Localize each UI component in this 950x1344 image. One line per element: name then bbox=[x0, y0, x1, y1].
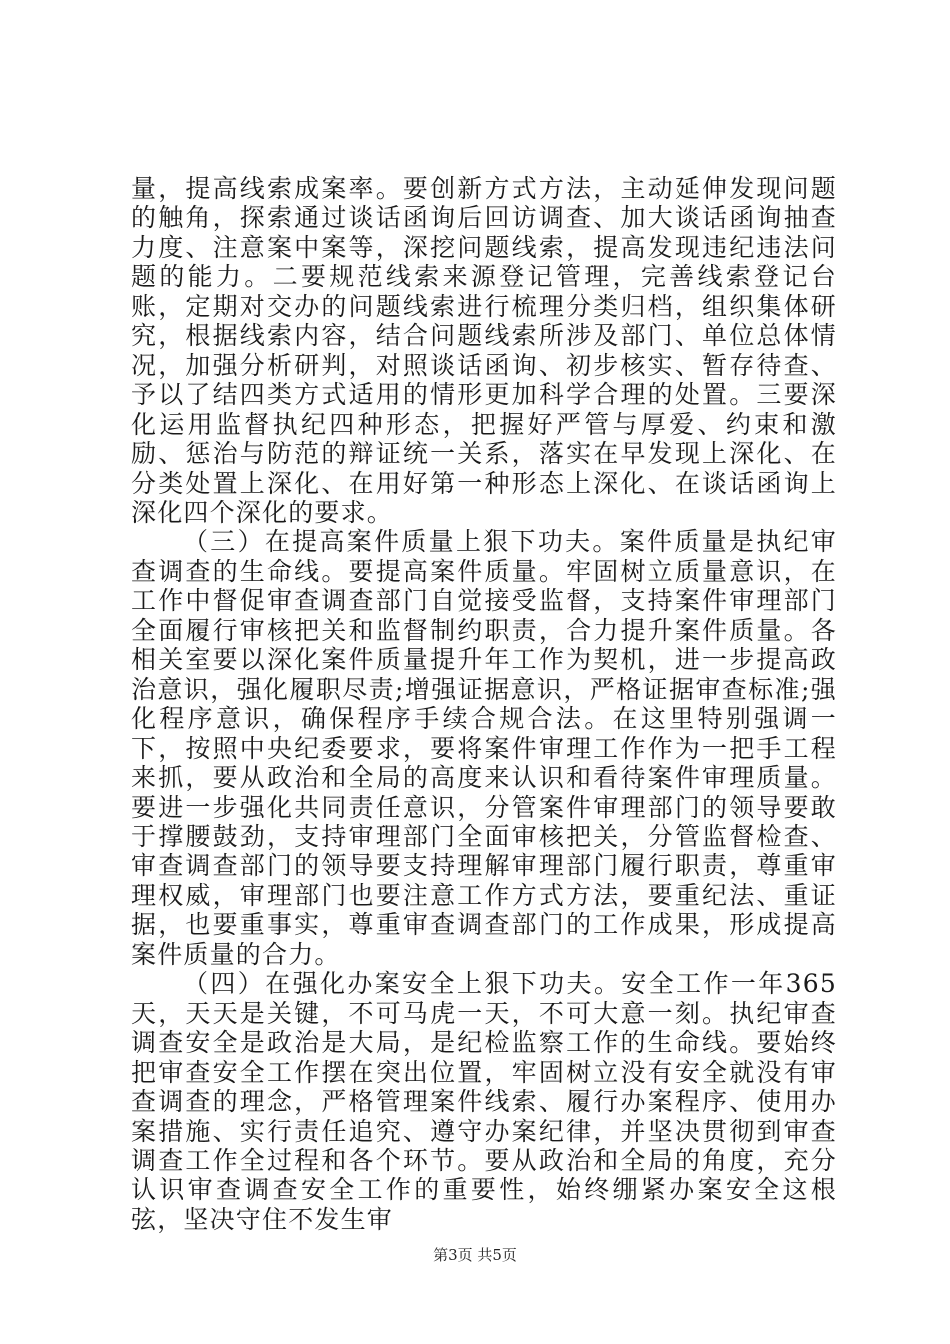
paragraph-3: （四）在强化办案安全上狠下功夫。安全工作一年365天，天天是关键，不可马虎一天，不可大意一刻。执纪审查调查安全是政治是大局，是纪检监察工作的生命线。要始终把审查安全工作摆在突出位置，牢固树立没有安全就没有审查调查的理念，严格管理案件线索、履行办案程序、使用办案措施、实行责任追究、遵守办案纪律，并坚决贯彻到审查调查工作全过程和各个环节。要从政治和全局的角度，充分认识审查调查安全工作的重要性，始终绷紧办案安全这根弦，坚决守住不发生审 bbox=[131, 969, 837, 1234]
document-body bbox=[131, 174, 837, 1234]
paragraph-1: 量，提高线索成案率。要创新方式方法，主动延伸发现问题的触角，探索通过谈话函询后回访调查、加大谈话函询抽查力度、注意案中案等，深挖问题线索，提高发现违纪违法问题的能力。二要规范线索来源登记管理，完善线索登记台账，定期对交办的问题线索进行梳理分类归档，组织集体研究，根据线索内容，结合问题线索所涉及部门、单位总体情况，加强分析研判，对照谈话函询、初步核实、暂存待查、予以了结四类方式适用的情形更加科学合理的处置。三要深化运用监督执纪四种形态，把握好严管与厚爱、约束和激励、惩治与防范的辩证统一关系，落实在早发现上深化、在分类处置上深化、在用好第一种形态上深化、在谈话函询上深化四个深化的要求。 bbox=[131, 174, 837, 527]
page-footer: 第3页 共5页 bbox=[433, 1246, 517, 1264]
paragraph-2: （三）在提高案件质量上狠下功夫。案件质量是执纪审查调查的生命线。要提高案件质量。牢固树立质量意识，在工作中督促审查调查部门自觉接受监督，支持案件审理部门全面履行审核把关和监督制约职责，合力提升案件质量。各相关室要以深化案件质量提升年工作为契机，进一步提高政治意识，强化履职尽责;增强证据意识，严格证据审查标准;强化程序意识，确保程序手续合规合法。在这里特别强调一下，按照中央纪委要求，要将案件审理工作作为一把手工程来抓，要从政治和全局的高度来认识和看待案件审理质量。要进一步强化共同责任意识，分管案件审理部门的领导要敢于撑腰鼓劲，支持审理部门全面审核把关，分管监督检查、审查调查部门的领导要支持理解审理部门履行职责，尊重审理权威，审理部门也要注意工作方式方法，要重纪法、重证据，也要重事实，尊重审查调查部门的工作成果，形成提高案件质量的合力。 bbox=[131, 527, 837, 969]
